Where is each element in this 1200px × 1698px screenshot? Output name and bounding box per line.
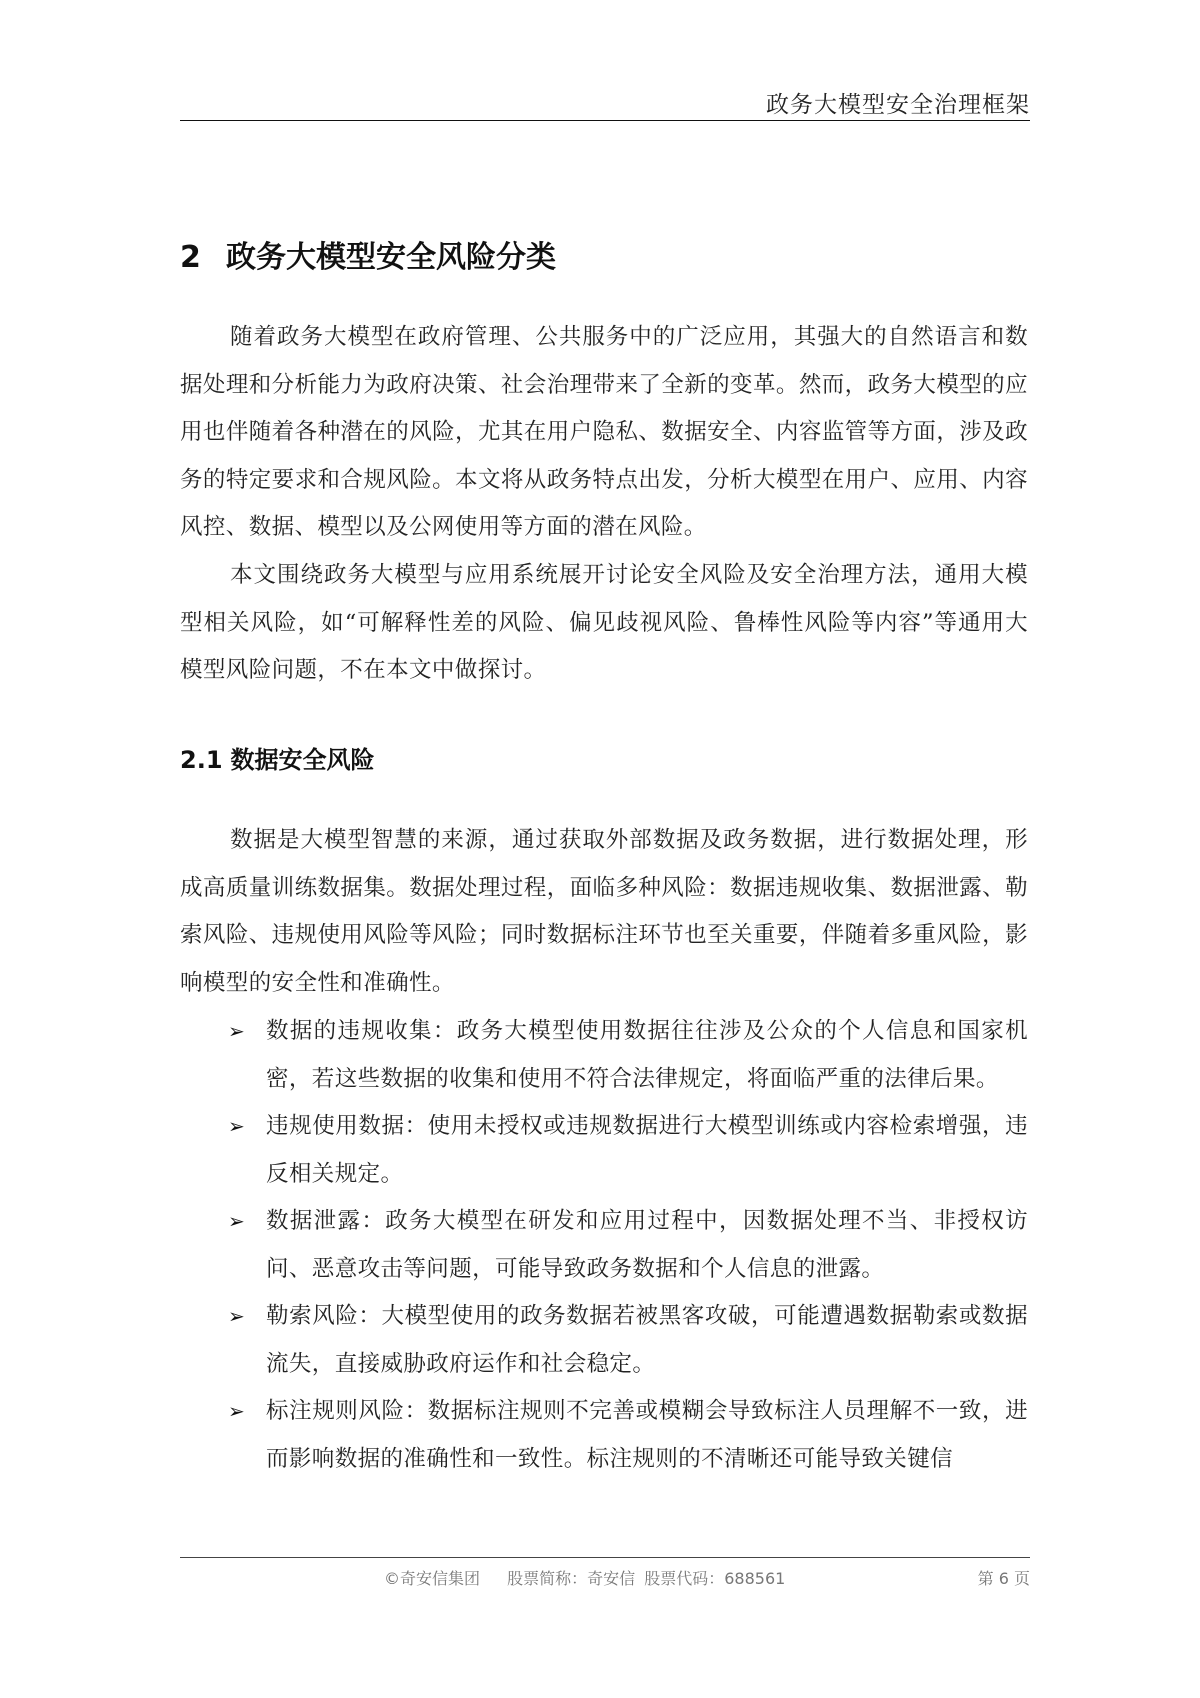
bullet-text: 违规使用数据：使用未授权或违规数据进行大模型训练或内容检索增强，违反相关规定。 [266, 1113, 1028, 1187]
section-number: 2 [180, 240, 201, 275]
bullet-text: 勒索风险：大模型使用的政务数据若被黑客攻破，可能遭遇数据勒索或数据流失，直接威胁政府运作和社会稳定。 [266, 1303, 1028, 1377]
bullet-text: 数据泄露：政务大模型在研发和应用过程中，因数据处理不当、非授权访问、恶意攻击等问题，可能导致政务数据和个人信息的泄露。 [266, 1208, 1028, 1282]
bullet-text: 数据的违规收集：政务大模型使用数据往往涉及公众的个人信息和国家机密，若这些数据的收集和使用不符合法律规定，将面临严重的法律后果。 [266, 1018, 1028, 1092]
subsection-number: 2.1 [180, 746, 223, 774]
bullet-text: 标注规则风险：数据标注规则不完善或模糊会导致标注人员理解不一致，进而影响数据的准确性和一致性。标注规则的不清晰还可能导致关键信 [266, 1398, 1028, 1472]
subsection-title: 数据安全风险 [230, 746, 375, 774]
section-heading [180, 232, 556, 276]
intro-paragraph: 随着政务大模型在政府管理、公共服务中的广泛应用，其强大的自然语言和数据处理和分析能力为政府决策、社会治理带来了全新的变革。然而，政务大模型的应用也伴随着各种潜在的风险，尤其在用户隐私、数据安全、内容监管等方面，涉及政务的特定要求和合规风险。本文将从政务特点出发，分析大模型在用户、应用、内容风控、数据、模型以及公网使用等方面的潜在风险。 [180, 324, 1028, 540]
arrow-bullet-icon: ➢ [228, 1304, 246, 1328]
list-item [228, 1293, 1028, 1388]
footer-stock-name: 股票简称：奇安信 [507, 1569, 636, 1588]
list-item [228, 1388, 1028, 1483]
running-header-title: 政务大模型安全治理框架 [766, 92, 1030, 118]
footer-divider [180, 1557, 1030, 1558]
risk-bullet-list [228, 1008, 1028, 1483]
arrow-bullet-icon: ➢ [228, 1019, 246, 1043]
header-divider [180, 120, 1030, 121]
footer-stock-code: 股票代码：688561 [644, 1569, 786, 1588]
footer-company: ©奇安信集团 [384, 1569, 481, 1588]
footer-info [384, 1566, 789, 1589]
scope-paragraph: 本文围绕政务大模型与应用系统展开讨论安全风险及安全治理方法，通用大模型相关风险，如“可解释性差的风险、偏见歧视风险、鲁棒性风险等内容”等通用大模型风险问题，不在本文中做探讨。 [180, 562, 1028, 683]
list-item [228, 1103, 1028, 1198]
page-number: 第 6 页 [977, 1569, 1030, 1588]
data-risk-paragraph: 数据是大模型智慧的来源，通过获取外部数据及政务数据，进行数据处理，形成高质量训练数据集。数据处理过程，面临多种风险：数据违规收集、数据泄露、勒索风险、违规使用风险等风险；同时数据标注环节也至关重要，伴随着多重风险，影响模型的安全性和准确性。 [180, 827, 1028, 996]
arrow-bullet-icon: ➢ [228, 1399, 246, 1423]
section-title: 政务大模型安全风险分类 [226, 240, 556, 275]
list-item [228, 1198, 1028, 1293]
arrow-bullet-icon: ➢ [228, 1209, 246, 1233]
arrow-bullet-icon: ➢ [228, 1114, 246, 1138]
subsection-heading [180, 740, 375, 775]
list-item [228, 1008, 1028, 1103]
